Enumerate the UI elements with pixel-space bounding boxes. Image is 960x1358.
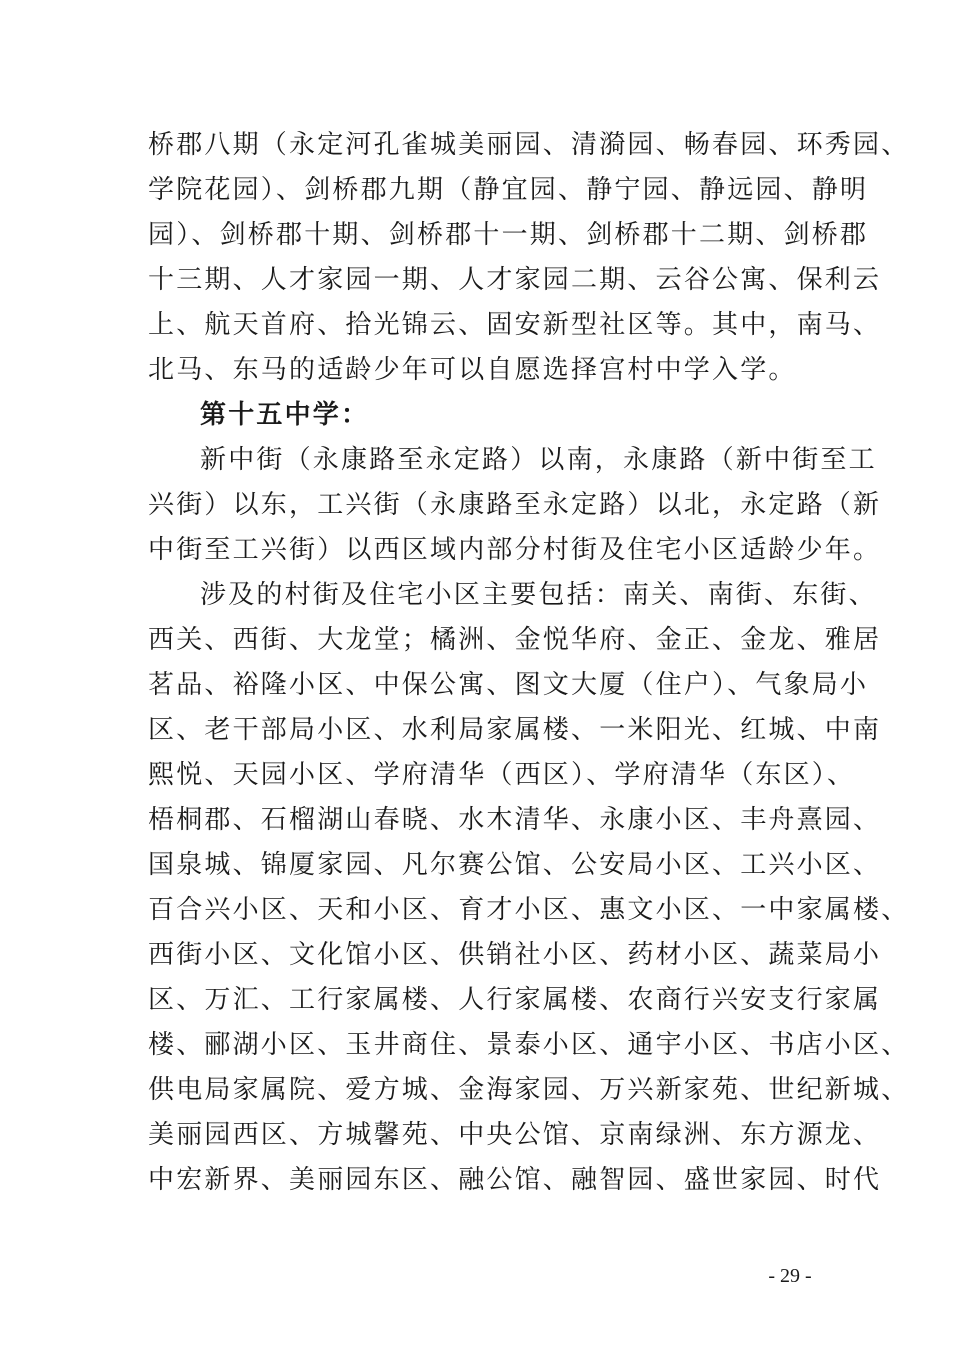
text-line: 百合兴小区、天和小区、育才小区、惠文小区、一中家属楼、	[148, 895, 910, 925]
text-line: 十三期、人才家园一期、人才家园二期、云谷公寓、保利云	[148, 265, 882, 295]
text-line: 园）、剑桥郡十期、剑桥郡十一期、剑桥郡十二期、剑桥郡	[148, 220, 869, 250]
text-line: 熙悦、天园小区、学府清华（西区）、学府清华（东区）、	[148, 760, 856, 790]
text-line: 兴街）以东，工兴街（永康路至永定路）以北，永定路（新	[148, 490, 882, 520]
text-line: 供电局家属院、爱方城、金海家园、万兴新家苑、世纪新城、	[148, 1075, 910, 1105]
text-line: 区、万汇、工行家属楼、人行家属楼、农商行兴安支行家属	[148, 985, 882, 1015]
text-line: 梧桐郡、石榴湖山春晓、水木清华、永康小区、丰舟熹园、	[148, 805, 882, 835]
text-line: 中宏新界、美丽园东区、融公馆、融智园、盛世家园、时代	[148, 1165, 882, 1195]
text-line: 北马、东马的适龄少年可以自愿选择宫村中学入学。	[148, 355, 797, 385]
section-heading: 第十五中学：	[200, 400, 370, 430]
text-line: 上、航天首府、拾光锦云、固安新型社区等。其中，南马、	[148, 310, 882, 340]
text-line: 新中街（永康路至永定路）以南，永康路（新中街至工	[200, 445, 877, 475]
text-line: 西街小区、文化馆小区、供销社小区、药材小区、蔬菜局小	[148, 940, 882, 970]
text-line: 美丽园西区、方城馨苑、中央公馆、京南绿洲、东方源龙、	[148, 1120, 882, 1150]
text-line: 区、老干部局小区、水利局家属楼、一米阳光、红城、中南	[148, 715, 882, 745]
text-line: 中街至工兴街）以西区域内部分村街及住宅小区适龄少年。	[148, 535, 882, 565]
text-line: 国泉城、锦厦家园、凡尔赛公馆、公安局小区、工兴小区、	[148, 850, 882, 880]
text-line: 涉及的村街及住宅小区主要包括：南关、南街、东街、	[200, 580, 877, 610]
text-line: 学院花园）、剑桥郡九期（静宜园、静宁园、静远园、静明	[148, 175, 869, 205]
text-line: 茗品、裕隆小区、中保公寓、图文大厦（住户）、气象局小	[148, 670, 869, 700]
page-number: - 29 -	[768, 1265, 812, 1287]
text-line: 楼、郦湖小区、玉井商住、景泰小区、通宇小区、书店小区、	[148, 1030, 910, 1060]
text-line: 桥郡八期（永定河孔雀城美丽园、清漪园、畅春园、环秀园、	[148, 130, 910, 160]
text-line: 西关、西街、大龙堂；橘洲、金悦华府、金正、金龙、雅居	[148, 625, 882, 655]
